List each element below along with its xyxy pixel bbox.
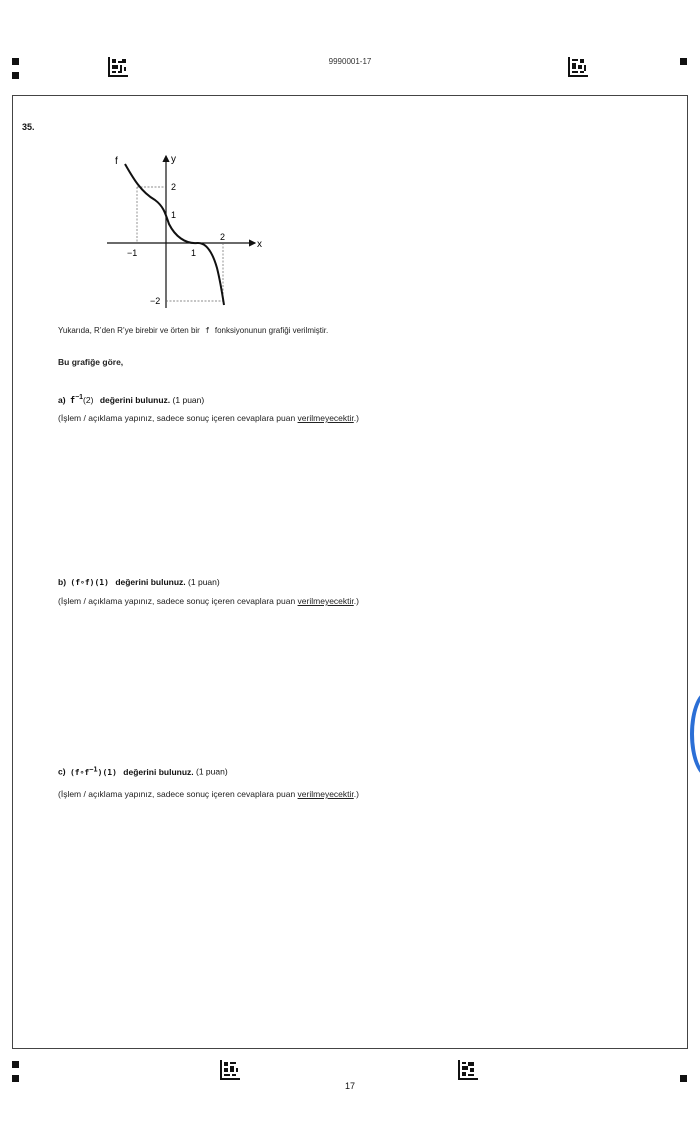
part-a-note-emphasis: verilmeyecektir (297, 413, 354, 423)
part-c-heading (58, 765, 228, 777)
question-number: 35. (22, 122, 35, 132)
function-graph (105, 150, 275, 312)
part-a-heading (58, 394, 204, 406)
part-c-note-emphasis: verilmeyecektir (297, 789, 354, 799)
part-a-points: (1 puan) (172, 394, 205, 405)
part-c-points: (1 puan) (196, 766, 228, 777)
y-axis-label: y (171, 154, 176, 165)
intro-text: Yukarıda, R’den R’ye birebir ve örten bir (58, 326, 200, 335)
part-b-task: değerini bulunuz. (115, 577, 186, 587)
part-c-expression: $(f\circ f^{-1})(1)$ (69, 765, 117, 777)
part-a-label: a) (58, 394, 66, 405)
x-tick-2: 2 (220, 232, 226, 242)
y-tick-neg2: −2 (150, 296, 161, 306)
page-code: 9990001-17 (328, 57, 372, 66)
part-a-task: değerini bulunuz. (99, 394, 171, 405)
part-b-label: b) (58, 577, 67, 587)
scroll-indicator[interactable] (690, 690, 700, 778)
part-a-expression: $f^{-1}(2)$ (69, 394, 94, 406)
x-tick-1: 1 (191, 248, 197, 258)
function-label: f (115, 156, 118, 167)
part-b-points: (1 puan) (188, 577, 220, 587)
corner-marker-bottom-left-1 (12, 1061, 19, 1068)
x-tick-neg1: −1 (127, 248, 138, 258)
y-tick-1: 1 (171, 210, 177, 220)
part-c-task: değerini bulunuz. (123, 766, 194, 777)
part-b-heading (58, 577, 220, 587)
page-number: 17 (344, 1081, 355, 1091)
part-b-expression: (f∘f)(1) (70, 578, 109, 587)
intro-text-end: fonksiyonunun grafiği verilmiştir. (214, 326, 329, 335)
intro-function: f (205, 326, 210, 335)
question-prompt: Bu grafiğe göre, (58, 357, 124, 367)
datamatrix-code-bottom-left (220, 1060, 240, 1080)
question-intro (58, 326, 328, 335)
part-a-note: (İşlem / açıklama yapınız, sadece sonuç içeren cevaplara puan verilmeyecektir.) (58, 413, 359, 423)
corner-marker-top-left-2 (12, 72, 19, 79)
guide-lines (137, 187, 226, 301)
part-c-note: (İşlem / açıklama yapınız, sadece sonuç içeren cevaplara puan verilmeyecektir.) (58, 789, 359, 799)
part-b-note: (İşlem / açıklama yapınız, sadece sonuç içeren cevaplara puan verilmeyecektir.) (58, 596, 359, 606)
part-b-note-emphasis: verilmeyecektir (297, 596, 354, 606)
y-tick-2: 2 (171, 182, 177, 192)
part-c-label: c) (58, 766, 66, 777)
datamatrix-code-bottom-right (458, 1060, 478, 1080)
x-axis-label: x (257, 239, 262, 250)
